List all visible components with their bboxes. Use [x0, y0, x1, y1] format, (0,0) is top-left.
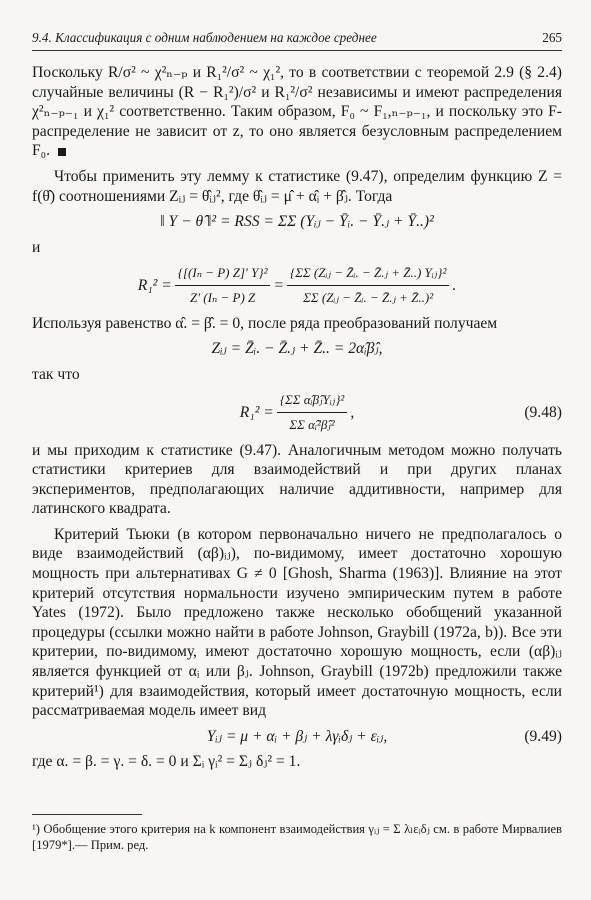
equation-rss: ‖ Y − θ̂ ‖² = RSS = ΣΣ (Yᵢⱼ − Ȳᵢ. − Ȳ.ⱼ + Ȳ..)² — [160, 213, 434, 231]
footnote-divider — [32, 814, 142, 815]
footnote: ¹) Обобщение этого критерия на k компонент взаимодействия γᵢⱼ = Σ λₗεᵢδⱼ см. в работе Мирвалиев [1979*].— Прим. ред. — [32, 822, 562, 852]
text-and: и — [32, 238, 41, 256]
equation-r1-squared: R₁² = $\frac{\text{\{[(Iₙ − P) Z]′ Y\}²}}{\text{Z′ (Iₙ − P) Z}}$ = $\frac{\text{\{ΣΣ (Zᵢⱼ − Z̄ᵢ. − Z̄.ⱼ + Z̄..) Yᵢⱼ\}²}}{\text{ΣΣ (Zᵢⱼ − Z̄ᵢ. − Z̄.ⱼ + Z̄..)²}}$ . — [32, 263, 562, 307]
equation-9-49 — [32, 727, 562, 747]
equation-number: (9.48) — [524, 403, 562, 421]
fraction-denominator: Z′ (Iₙ − P) Z — [189, 289, 256, 305]
fraction-denominator: ΣΣ (Zᵢⱼ − Z̄ᵢ. − Z̄.ⱼ + Z̄..)² — [303, 289, 434, 305]
equation-z-identity: Zᵢⱼ = Z̄ᵢ. − Z̄.ⱼ + Z̄.. = 2α̂ᵢβ̂ⱼ, — [211, 340, 383, 358]
fraction-matrix-form — [175, 263, 271, 307]
text-so-that: так что — [32, 365, 80, 383]
paragraph-using-equality: Используя равенство α̂. = β̂. = 0, после ряда преобразований получаем — [32, 314, 498, 332]
book-page — [32, 30, 562, 853]
end-of-proof-mark — [58, 148, 66, 156]
fraction-sum-form — [287, 263, 449, 307]
fraction-alpha-beta — [277, 390, 348, 434]
running-title: 9.4. Классификация с одним наблюдением на каждое среднее — [32, 30, 377, 45]
running-header — [32, 30, 562, 51]
fraction-numerator: {[(Iₙ − P) Z]′ Y}² — [175, 263, 271, 286]
paragraph-proof-end: Поскольку R/σ² ~ χ²ₙ₋ₚ и R₁²/σ² ~ χ₁², то в соответствии с теоремой 2.9 (§ 2.4) случайные величины (R − R₁²)/σ² и R₁²/σ² независимы и имеют распределения χ²ₙ₋ₚ₋₁ и χ₁² соответственно. Таким образом, F₀ ~ F₁,ₙ₋ₚ₋₁, и поскольку это F-распределение не зависит от z, то оно является безусловным распределением F₀. — [32, 64, 562, 160]
paragraph-constraints: где α. = β. = γ. = δ. = 0 и Σᵢ γᵢ² = Σⱼ δⱼ² = 1. — [32, 753, 301, 771]
equation-number: (9.49) — [524, 727, 562, 745]
paragraph-tukey-criterion: Критерий Тьюки (в котором первоначально ничего не предполагалось о виде взаимодействий (αβ)ᵢⱼ), по-видимому, имеет достаточно хорошую мощность при альтернативах G ≠ 0 [Ghosh, Sharma (1963)]. Влияние на этот критерий отсутствия нормальности изучено эмпирическим путем в работе Yates (1972). Было предложено также несколько обобщений указанной процедуры (ссылки можно найти в работе Johnson, Graybill (1972a, b)). Все эти критерии, по-видимому, имеют достаточно хорошую мощность, если (αβ)ᵢⱼ является функцией от αᵢ или βⱼ. Johnson, Graybill (1972b) предложили также критерий¹) для взаимодействия, который имеет достаточную мощность, если рассматриваемая модель имеет вид — [32, 525, 562, 720]
fraction-numerator: {ΣΣ (Zᵢⱼ − Z̄ᵢ. − Z̄.ⱼ + Z̄..) Yᵢⱼ}² — [287, 263, 449, 286]
r1-lhs: R₁² = — [137, 276, 172, 294]
fraction-denominator: ΣΣ α̂ᵢ²β̂ⱼ² — [289, 416, 335, 432]
r1b-lhs: R₁² = — [239, 403, 274, 421]
equals-sign: = — [273, 276, 284, 294]
paragraph-statistic: и мы приходим к статистике (9.47). Аналогичным методом можно получать статистики критериев для взаимодействий и при других планах экспериментов, предполагающих наличие аддитивности, например для латинского квадрата. — [32, 441, 562, 518]
paragraph-apply-lemma: Чтобы применить эту лемму к статистике (9.47), определим функцию Z = f(θ̂) соотношениями Zᵢⱼ = θ̂ᵢⱼ², где θ̂ᵢⱼ = μ̂ + α̂ᵢ + β̂ⱼ. Тогда — [32, 167, 562, 205]
model-equation: Yᵢⱼ = μ + αᵢ + βⱼ + λγᵢδⱼ + εᵢⱼ, — [206, 727, 388, 745]
page-number: 265 — [542, 30, 562, 45]
fraction-numerator: {ΣΣ α̂ᵢβ̂ⱼYᵢⱼ}² — [277, 390, 348, 413]
equation-9-48: R₁² = $\frac{\text{\{ΣΣ α̂ᵢβ̂ⱼYᵢⱼ\}²}}{\text{ΣΣ α̂ᵢ²β̂ⱼ²}}$ , (9.48) — [32, 390, 562, 434]
